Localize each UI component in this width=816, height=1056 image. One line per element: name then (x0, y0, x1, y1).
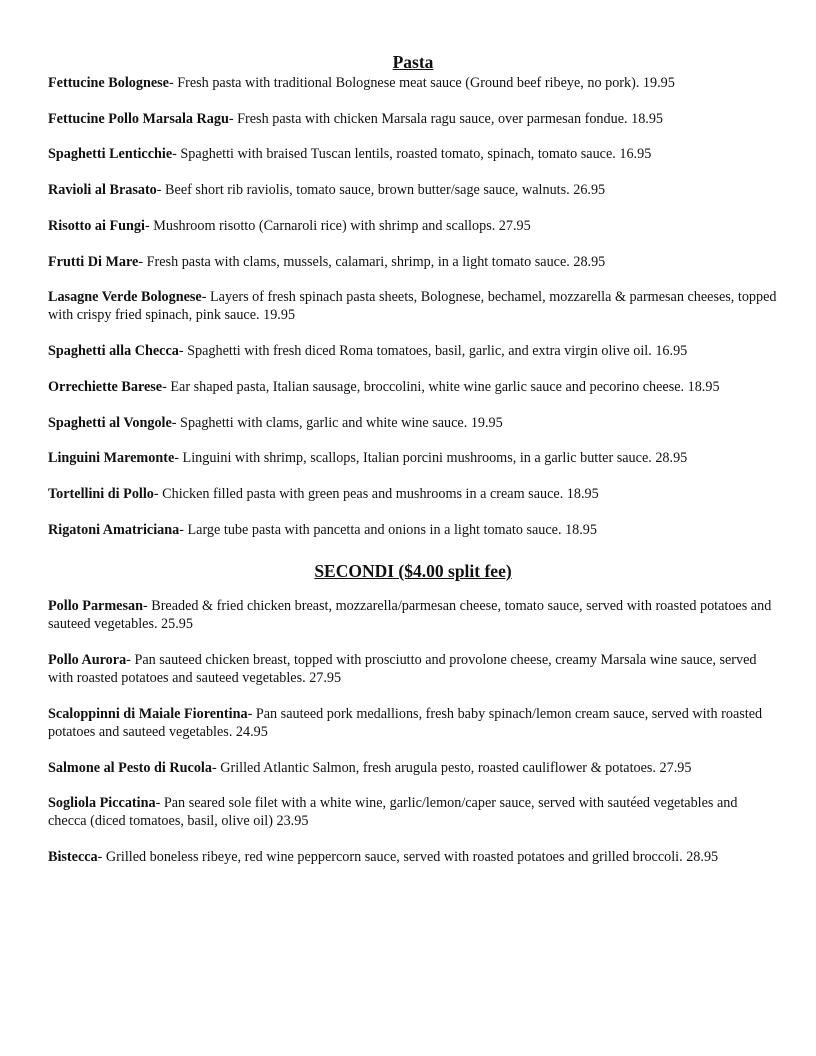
menu-item-description: - Linguini with shrimp, scallops, Italian porcini mushrooms, in a garlic butter sauce. 28.95 (174, 450, 688, 467)
secondi-section-title: SECONDI ($4.00 split fee) (314, 560, 512, 581)
menu-item-description: - Ear shaped pasta, Italian sausage, broccolini, white wine garlic sauce and pecorino cheese. 18.95 (162, 378, 720, 395)
secondi-item-list (48, 597, 778, 867)
menu-item (48, 449, 778, 467)
menu-item-description: - Pan seared sole filet with a white wine, garlic/lemon/caper sauce, served with sautéed vegetables and checca (diced tomatoes, basil, olive oil) 23.95 (48, 795, 738, 830)
menu-item-name: Rigatoni Amatriciana (48, 521, 180, 538)
menu-item-description: - Grilled boneless ribeye, red wine peppercorn sauce, served with roasted potatoes and grilled broccoli. 28.95 (97, 849, 719, 866)
menu-item-name: Tortellini di Pollo (48, 485, 154, 502)
menu-item-name: Salmone al Pesto di Rucola (48, 759, 212, 776)
menu-item-description: - Spaghetti with braised Tuscan lentils, roasted tomato, spinach, tomato sauce. 16.95 (172, 146, 652, 163)
menu-item (48, 794, 778, 830)
menu-item-name: Lasagne Verde Bolognese (48, 289, 202, 306)
menu-item-description: - Breaded & fried chicken breast, mozzarella/parmesan cheese, tomato sauce, served with roasted potatoes and sauteed vegetables. 25.95 (48, 597, 772, 633)
menu-item-name: Risotto ai Fungi (48, 217, 145, 234)
menu-item-name: Scaloppinni di Maiale Fiorentina (48, 705, 248, 722)
menu-item (48, 378, 778, 396)
menu-item-description: - Beef short rib raviolis, tomato sauce, brown butter/sage sauce, walnuts. 26.95 (156, 182, 606, 199)
menu-item (48, 181, 778, 199)
menu-item (48, 145, 778, 163)
menu-item-name: Fettucine Pollo Marsala Ragu (48, 110, 229, 127)
menu-item-description: - Spaghetti with fresh diced Roma tomatoes, basil, garlic, and extra virgin olive oil. 16.95 (178, 343, 688, 360)
menu-item (48, 342, 778, 360)
menu-item (48, 414, 778, 432)
menu-item-description: - Spaghetti with clams, garlic and white wine sauce. 19.95 (171, 414, 503, 431)
menu-item-name: Spaghetti al Vongole (48, 414, 172, 431)
menu-item-description: - Pan sauteed chicken breast, topped with prosciutto and provolone cheese, creamy Marsala wine sauce, served with roasted potatoes and sauteed vegetables. 27.95 (48, 651, 757, 686)
menu-item-name: Pollo Parmesan (48, 597, 143, 614)
menu-item-description: - Chicken filled pasta with green peas and mushrooms in a cream sauce. 18.95 (153, 485, 599, 502)
menu-item-name: Spaghetti Lenticchie (48, 146, 173, 163)
menu-item-description: - Large tube pasta with pancetta and onions in a light tomato sauce. 18.95 (179, 521, 597, 538)
menu-item-description: - Pan sauteed pork medallions, fresh baby spinach/lemon cream sauce, served with roasted potatoes and sauteed vegetables. 24.95 (48, 705, 763, 740)
menu-item (48, 705, 778, 741)
menu-page (48, 48, 778, 884)
menu-item (48, 485, 778, 503)
menu-item (48, 651, 778, 687)
pasta-section-title: Pasta (392, 52, 434, 72)
menu-item-name: Bistecca (48, 849, 98, 866)
pasta-item-list (48, 74, 778, 539)
menu-item (48, 597, 778, 633)
menu-item-name: Frutti Di Mare (48, 253, 139, 270)
menu-item-name: Sogliola Piccatina (48, 795, 156, 812)
menu-item (48, 74, 778, 92)
menu-item (48, 848, 778, 866)
menu-item-description: - Fresh pasta with traditional Bolognese meat sauce (Ground beef ribeye, no pork). 19.95 (168, 75, 675, 91)
menu-item-name: Fettucine Bolognese (48, 75, 169, 91)
menu-item (48, 288, 778, 324)
menu-item-name: Orrechiette Barese (48, 378, 163, 395)
menu-item-name: Pollo Aurora (48, 651, 127, 668)
menu-item-description: - Layers of fresh spinach pasta sheets, Bolognese, bechamel, mozzarella & parmesan cheeses, topped with crispy fried spinach, pink sauce. 19.95 (48, 289, 777, 324)
menu-item-description: - Grilled Atlantic Salmon, fresh arugula pesto, roasted cauliflower & potatoes. 27.95 (211, 759, 692, 776)
menu-item (48, 217, 778, 235)
menu-item-description: - Fresh pasta with clams, mussels, calamari, shrimp, in a light tomato sauce. 28.95 (138, 253, 606, 270)
menu-item (48, 110, 778, 128)
menu-item-name: Linguini Maremonte (48, 450, 175, 467)
menu-item (48, 253, 778, 271)
menu-item-description: - Mushroom risotto (Carnaroli rice) with shrimp and scallops. 27.95 (144, 217, 531, 234)
menu-item (48, 759, 778, 777)
menu-item-description: - Fresh pasta with chicken Marsala ragu sauce, over parmesan fondue. 18.95 (228, 110, 664, 127)
menu-item (48, 521, 778, 539)
menu-item-name: Spaghetti alla Checca (48, 343, 179, 360)
menu-item-name: Ravioli al Brasato (48, 182, 157, 199)
